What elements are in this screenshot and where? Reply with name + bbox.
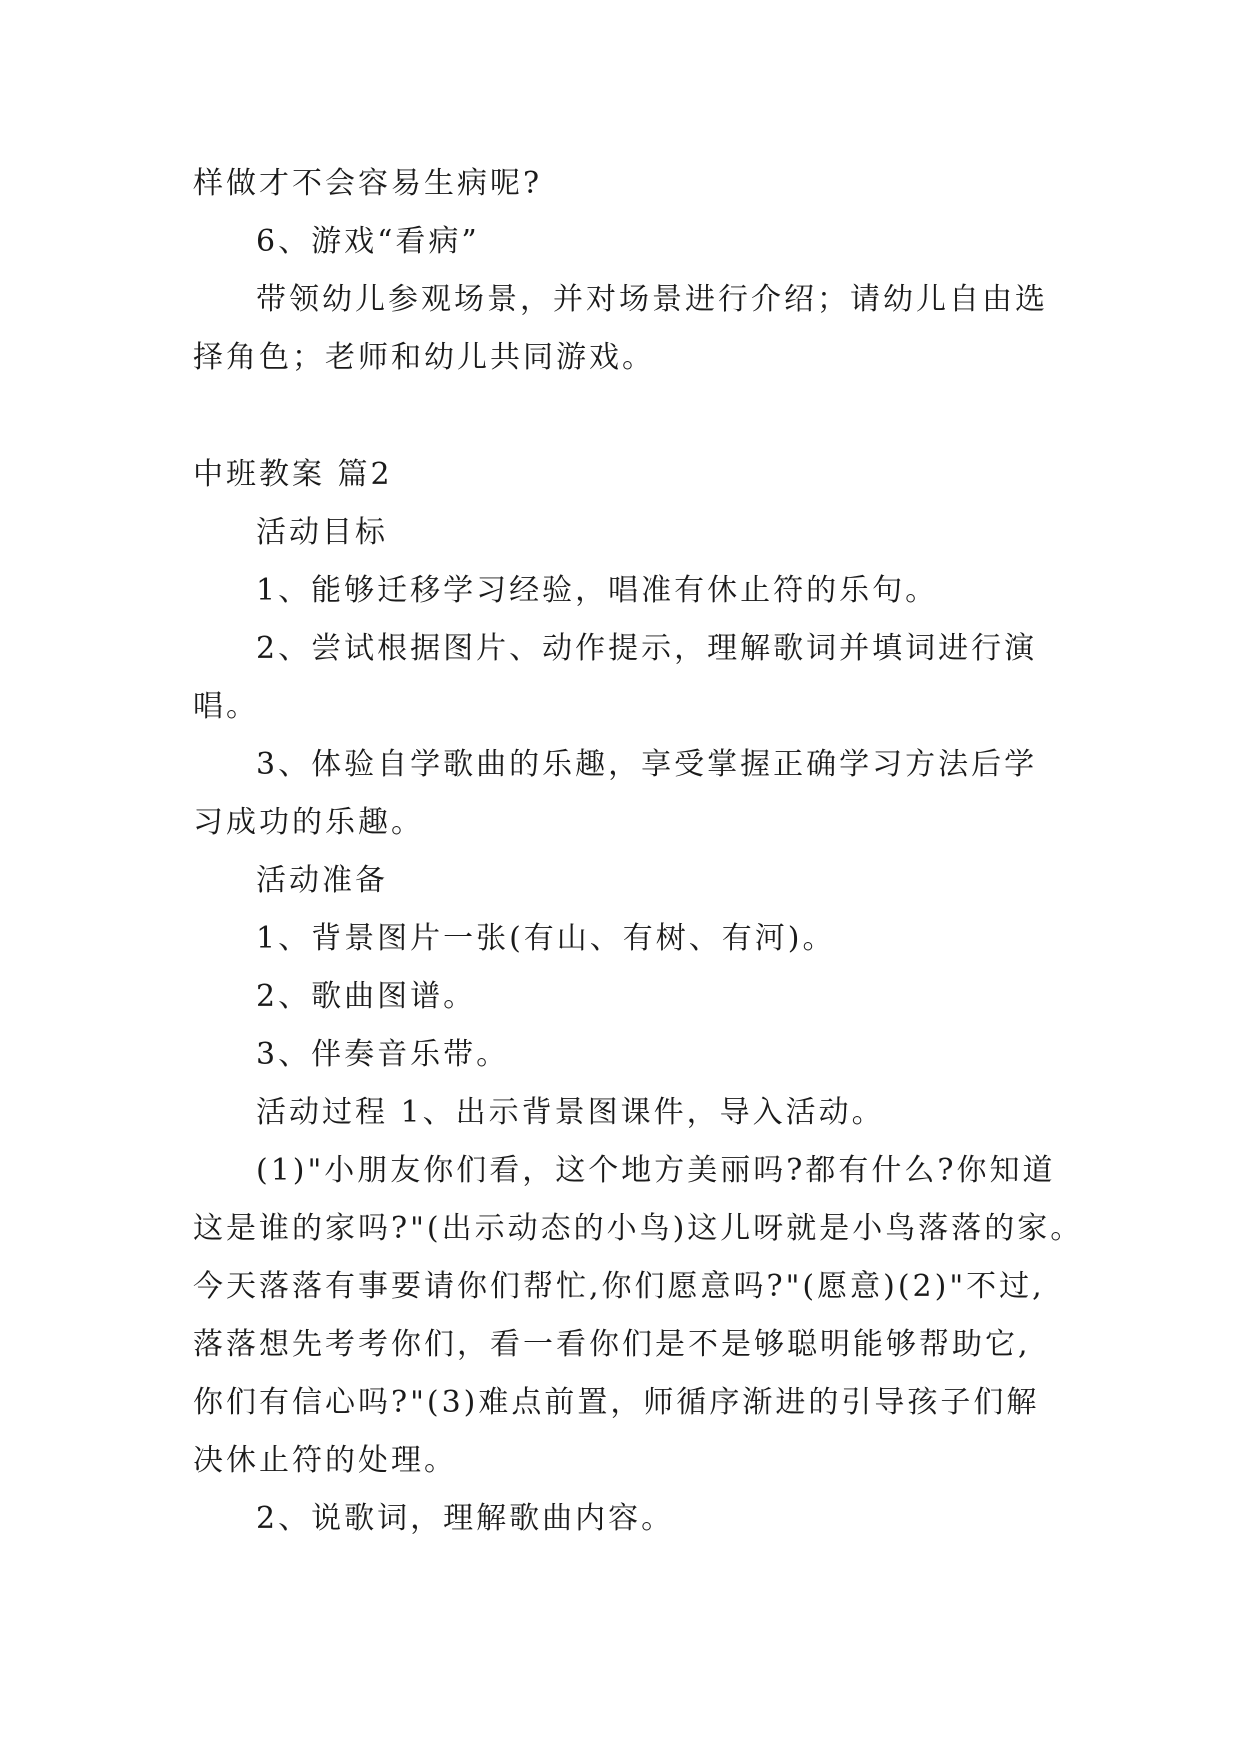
section-heading: 活动目标 [256,515,388,550]
list-item: 2、说歌词，理解歌曲内容。 [256,1501,675,1536]
list-item: 2、尝试根据图片、动作提示，理解歌词并填词进行演 [256,631,1038,666]
paragraph-line: 落落想先考考你们，看一看你们是不是够聪明能够帮助它, [193,1327,1031,1362]
lesson-title: 中班教案 篇2 [193,457,393,492]
paragraph-line: 这是谁的家吗?"(出示动态的小鸟)这儿呀就是小鸟落落的家。 [193,1211,1084,1246]
paragraph-line: 你们有信心吗?"(3)难点前置，师循序渐进的引导孩子们解 [193,1385,1040,1420]
list-item: 1、背景图片一张(有山、有树、有河)。 [256,921,836,956]
list-item: 2、歌曲图谱。 [256,979,477,1014]
paragraph-line: (1)"小朋友你们看，这个地方美丽吗?都有什么?你知道 [256,1153,1056,1188]
paragraph-line: 习成功的乐趣。 [193,805,424,840]
list-item: 3、伴奏音乐带。 [256,1037,510,1072]
section-heading: 6、游戏“看病” [256,224,480,259]
section-heading: 活动准备 [256,863,388,898]
paragraph-line: 今天落落有事要请你们帮忙,你们愿意吗?"(愿意)(2)"不过, [193,1269,1045,1304]
paragraph-line: 样做才不会容易生病呢? [193,166,543,201]
paragraph-line: 决休止符的处理。 [193,1443,457,1478]
list-item: 1、能够迁移学习经验，唱准有休止符的乐句。 [256,573,939,608]
paragraph-line: 带领幼儿参观场景，并对场景进行介绍；请幼儿自由选 [256,282,1048,317]
section-heading: 活动过程 1、出示背景图课件，导入活动。 [256,1095,885,1130]
paragraph-line: 唱。 [193,689,259,724]
paragraph-line: 择角色；老师和幼儿共同游戏。 [193,340,655,375]
list-item: 3、体验自学歌曲的乐趣，享受掌握正确学习方法后学 [256,747,1038,782]
